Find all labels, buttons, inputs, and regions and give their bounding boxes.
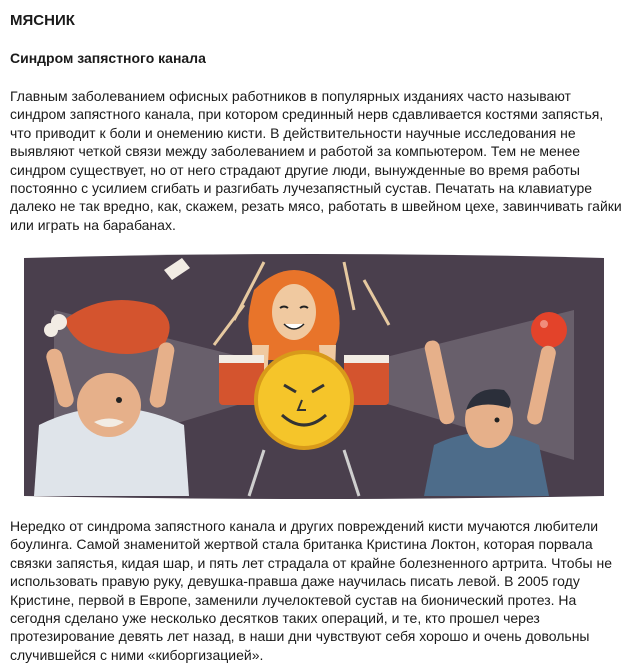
article-subheading: Синдром запястного канала bbox=[10, 50, 206, 66]
cartoon-illustration bbox=[14, 250, 614, 502]
article-paragraph-1: Главным заболеванием офисных работников в популярных изданиях часто называют синдром запястного канала, при котором срединный нерв сдавливается костями запястья, что приводит к боли и онемению кисти. В действительности научные исследования не выявляют четкой связи между заболеванием и работой за компьютером. Тем не менее синдром существует, но от него страдают другие люди, вынужденные во время работы постоянно с усилием сгибать и разгибать лучезапястный сустав. Печатать на клавиатуре далеко не так вредно, как, скажем, резать мясо, работать в швейном цехе, завинчивать гайки или играть на барабанах. bbox=[10, 88, 622, 233]
article-heading: МЯСНИК bbox=[10, 12, 75, 29]
bowling-ball bbox=[531, 312, 567, 348]
article-paragraph-2: Нередко от синдрома запястного канала и других повреждений кисти мучаются любители боулинга. Самой знаменитой жертвой стала британка Кристина Локтон, которая порвала связки запястья, кидая шар, и пять лет страдала от крайне болезненного артрита. Чтобы не использовать правую руку, девушка-правша даже научилась писать левой. В 2005 году Кристине, первой в Европе, заменили лучелоктевой сустав на бионический протез. На сегодня сделано уже несколько десятков таких операций, и те, кто прошел через протезирование девять лет назад, в наши дни чувствуют себя хорошо и очень довольны случившейся с ними «киборгизацией». bbox=[10, 518, 613, 663]
drum-face bbox=[256, 352, 352, 448]
